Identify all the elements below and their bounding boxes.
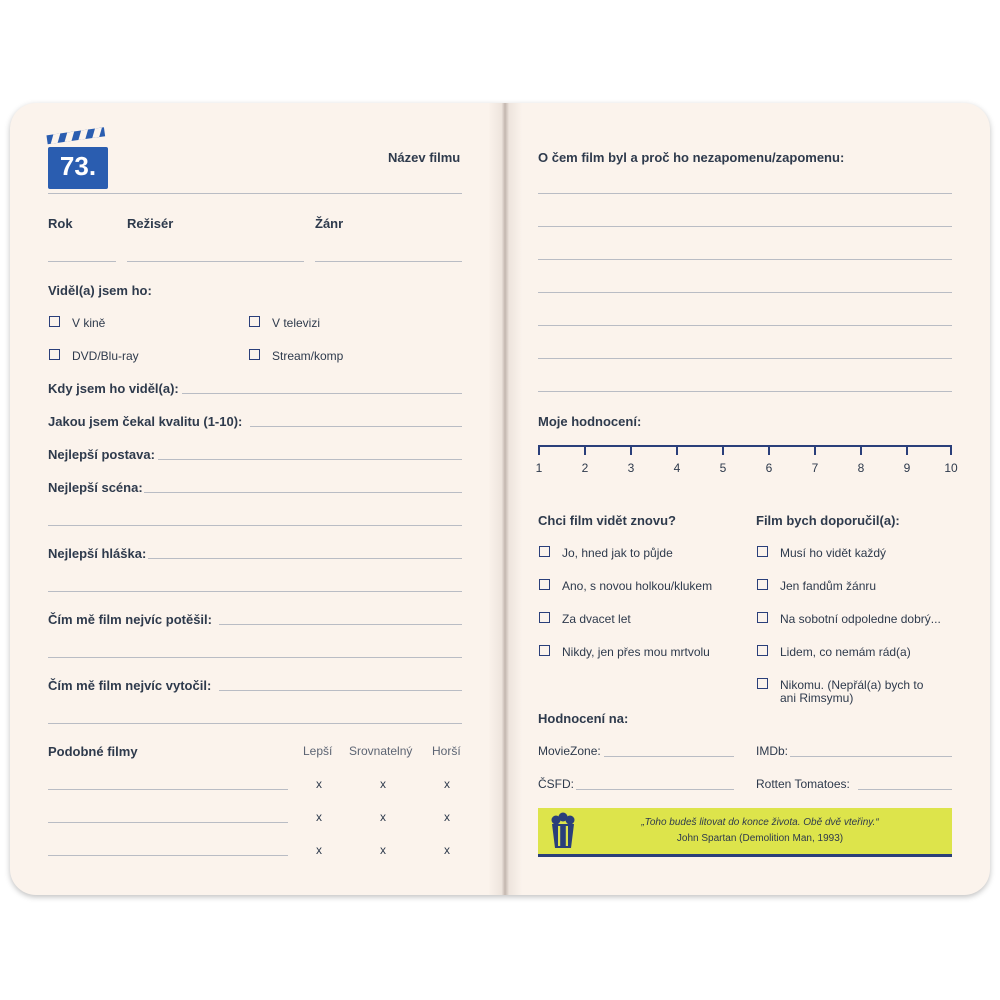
best-quote-line[interactable] xyxy=(148,558,462,559)
expected-label: Jakou jsem čekal kvalitu (1-10): xyxy=(48,414,243,429)
about-line[interactable] xyxy=(538,226,952,227)
mark-worse[interactable]: x xyxy=(444,777,450,791)
similar-films-label: Podobné filmy xyxy=(48,744,138,759)
rating-tick xyxy=(630,445,632,455)
csfd-label: ČSFD: xyxy=(538,777,574,791)
checkbox-recommend-nobody[interactable] xyxy=(757,678,768,689)
checkbox-again-twenty-years[interactable] xyxy=(539,612,550,623)
option-tv: V televizi xyxy=(272,316,321,330)
similar-film-line[interactable] xyxy=(48,822,288,823)
checkbox-again-new-partner[interactable] xyxy=(539,579,550,590)
checkbox-recommend-everyone[interactable] xyxy=(757,546,768,557)
genre-line[interactable] xyxy=(315,261,462,262)
rating-tick xyxy=(584,445,586,455)
recommend-label: Film bych doporučil(a): xyxy=(756,513,900,528)
rating-number: 7 xyxy=(811,461,819,475)
checkbox-dvd[interactable] xyxy=(49,349,60,360)
checkbox-again-asap[interactable] xyxy=(539,546,550,557)
mark-better[interactable]: x xyxy=(316,777,322,791)
option-recommend-saturday: Na sobotní odpoledne dobrý... xyxy=(780,612,941,626)
ratings-on-label: Hodnocení na: xyxy=(538,711,629,726)
director-line[interactable] xyxy=(127,261,304,262)
year-line[interactable] xyxy=(48,261,116,262)
quote-band xyxy=(538,808,952,854)
column-better: Lepší xyxy=(303,744,333,758)
rating-tick xyxy=(906,445,908,455)
option-stream: Stream/komp xyxy=(272,349,344,363)
about-line[interactable] xyxy=(538,292,952,293)
best-character-label: Nejlepší postava: xyxy=(48,447,155,462)
seen-label: Viděl(a) jsem ho: xyxy=(48,283,152,298)
imdb-label: IMDb: xyxy=(756,744,789,758)
about-line[interactable] xyxy=(538,193,952,194)
about-line[interactable] xyxy=(538,358,952,359)
rating-number: 1 xyxy=(535,461,543,475)
about-film-label: O čem film byl a proč ho nezapomenu/zapomenu: xyxy=(538,150,845,165)
best-quote-line-2[interactable] xyxy=(48,591,462,592)
annoyed-label: Čím mě film nejvíc vytočil: xyxy=(48,678,212,693)
rating-tick xyxy=(768,445,770,455)
book-spine xyxy=(488,103,522,895)
imdb-line[interactable] xyxy=(790,756,952,757)
pleased-label: Čím mě film nejvíc potěšil: xyxy=(48,612,212,627)
rating-number: 2 xyxy=(581,461,589,475)
similar-film-line[interactable] xyxy=(48,855,288,856)
popcorn-icon xyxy=(550,812,576,850)
rating-tick xyxy=(860,445,862,455)
quote-text: „Toho budeš litovat do konce života. Obě dvě vteřiny.“ xyxy=(641,817,879,828)
checkbox-stream[interactable] xyxy=(249,349,260,360)
annoyed-line[interactable] xyxy=(219,690,462,691)
option-recommend-disliked: Lidem, co nemám rád(a) xyxy=(780,645,911,659)
watch-again-label: Chci film vidět znovu? xyxy=(538,513,676,528)
mark-comparable[interactable]: x xyxy=(380,810,386,824)
movie-title-line[interactable] xyxy=(48,193,462,194)
mark-comparable[interactable]: x xyxy=(380,843,386,857)
best-scene-line[interactable] xyxy=(144,492,462,493)
rating-number: 6 xyxy=(765,461,773,475)
csfd-line[interactable] xyxy=(576,789,734,790)
rating-number: 5 xyxy=(719,461,727,475)
pleased-line-2[interactable] xyxy=(48,657,462,658)
similar-film-line[interactable] xyxy=(48,789,288,790)
best-quote-label: Nejlepší hláška: xyxy=(48,546,147,561)
checkbox-again-never[interactable] xyxy=(539,645,550,656)
checkbox-recommend-saturday[interactable] xyxy=(757,612,768,623)
column-comparable: Srovnatelný xyxy=(349,744,413,758)
mark-worse[interactable]: x xyxy=(444,843,450,857)
checkbox-recommend-disliked[interactable] xyxy=(757,645,768,656)
checkbox-tv[interactable] xyxy=(249,316,260,327)
rating-number: 9 xyxy=(903,461,911,475)
rotten-tomatoes-line[interactable] xyxy=(858,789,952,790)
mark-comparable[interactable]: x xyxy=(380,777,386,791)
option-recommend-fans: Jen fandům žánru xyxy=(780,579,877,593)
checkbox-recommend-fans[interactable] xyxy=(757,579,768,590)
moviezone-line[interactable] xyxy=(604,756,734,757)
movie-title-label: Název filmu xyxy=(388,150,461,165)
best-scene-line-2[interactable] xyxy=(48,525,462,526)
about-line[interactable] xyxy=(538,391,952,392)
option-again-new-partner: Ano, s novou holkou/klukem xyxy=(562,579,713,593)
about-line[interactable] xyxy=(538,325,952,326)
expected-line[interactable] xyxy=(250,426,462,427)
column-worse: Horší xyxy=(432,744,461,758)
pleased-line[interactable] xyxy=(219,624,462,625)
checkbox-cinema[interactable] xyxy=(49,316,60,327)
mark-worse[interactable]: x xyxy=(444,810,450,824)
page-number-badge: 73. xyxy=(59,151,97,181)
best-character-line[interactable] xyxy=(158,459,462,460)
option-recommend-nobody-cont: ani Rimsymu) xyxy=(780,691,854,705)
option-again-asap: Jo, hned jak to půjde xyxy=(562,546,673,560)
rating-tick xyxy=(950,445,952,455)
rating-tick xyxy=(538,445,540,455)
quote-author: John Spartan (Demolition Man, 1993) xyxy=(676,833,844,844)
rating-number: 8 xyxy=(857,461,865,475)
option-again-never: Nikdy, jen přes mou mrtvolu xyxy=(562,645,710,659)
mark-better[interactable]: x xyxy=(316,810,322,824)
rating-number: 4 xyxy=(673,461,681,475)
notebook-spread xyxy=(10,103,990,895)
year-label: Rok xyxy=(48,216,73,231)
rotten-tomatoes-label: Rotten Tomatoes: xyxy=(756,777,850,791)
option-dvd: DVD/Blu-ray xyxy=(72,349,139,363)
rating-number: 10 xyxy=(944,461,958,475)
rating-tick xyxy=(814,445,816,455)
rating-tick xyxy=(722,445,724,455)
about-line[interactable] xyxy=(538,259,952,260)
when-line[interactable] xyxy=(182,393,462,394)
moviezone-label: MovieZone: xyxy=(538,744,601,758)
option-recommend-everyone: Musí ho vidět každý xyxy=(780,546,887,560)
rating-scale-line xyxy=(538,445,952,447)
rating-label: Moje hodnocení: xyxy=(538,414,642,429)
rating-number: 3 xyxy=(627,461,635,475)
best-scene-label: Nejlepší scéna: xyxy=(48,480,143,495)
annoyed-line-2[interactable] xyxy=(48,723,462,724)
option-again-twenty-years: Za dvacet let xyxy=(562,612,631,626)
genre-label: Žánr xyxy=(315,216,344,231)
mark-better[interactable]: x xyxy=(316,843,322,857)
option-cinema: V kině xyxy=(72,316,106,330)
quote-band-rule xyxy=(538,854,952,857)
director-label: Režisér xyxy=(127,216,174,231)
when-label: Kdy jsem ho viděl(a): xyxy=(48,381,179,396)
option-recommend-nobody: Nikomu. (Nepřál(a) bych to xyxy=(780,678,924,692)
rating-tick xyxy=(676,445,678,455)
